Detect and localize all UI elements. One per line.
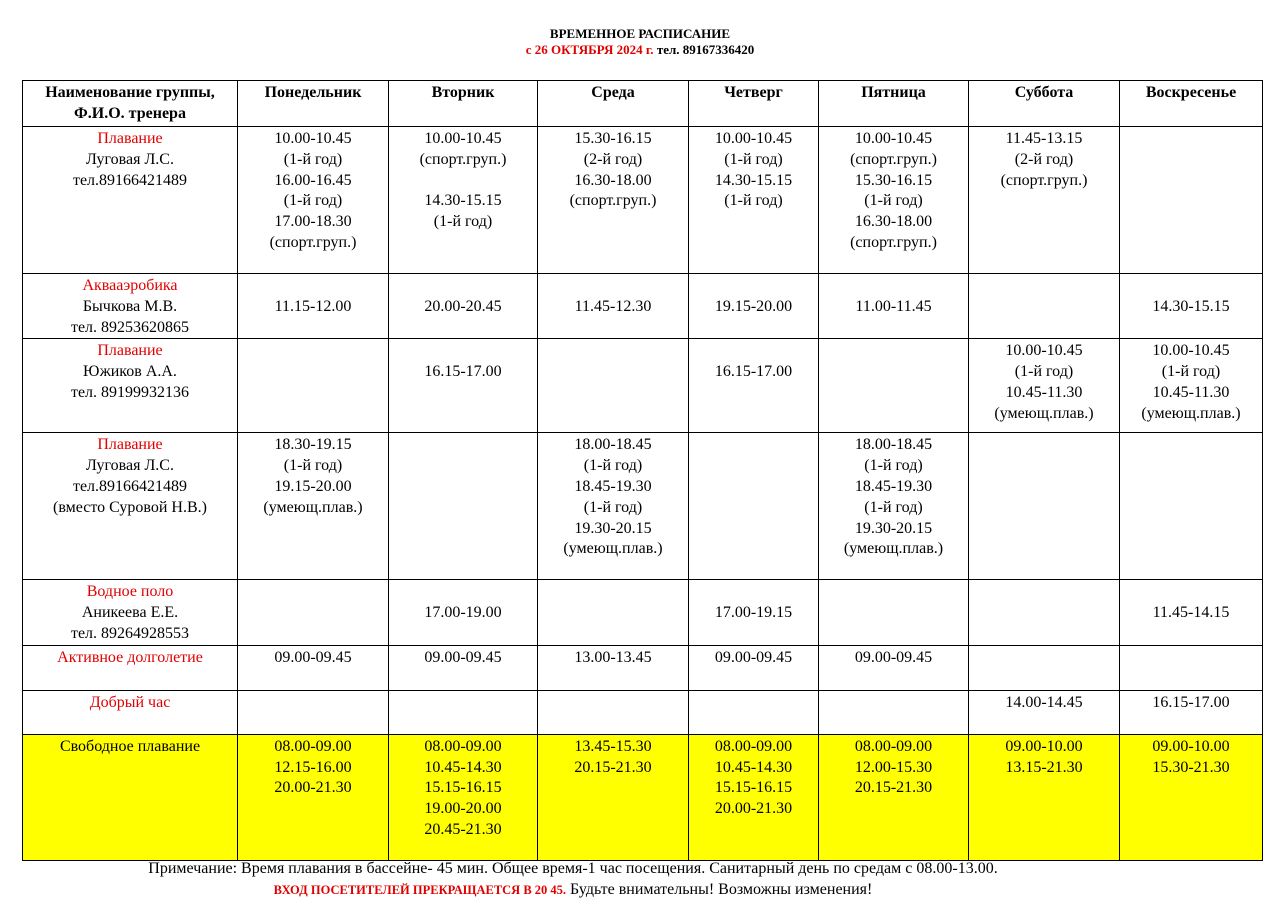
trainer-info: тел. 89253620865 — [70, 318, 190, 336]
time-slot: 18.00-18.45 — [574, 436, 652, 454]
time-slot: 12.15-16.00 — [274, 758, 352, 776]
time-slot: 16.15-17.00 — [424, 363, 502, 381]
schedule-cell-monday — [238, 690, 389, 734]
schedule-cell-monday — [238, 645, 389, 690]
time-slot: (умеющ.плав.) — [843, 540, 944, 558]
time-slot: (спорт.груп.) — [850, 150, 937, 168]
time-slot: 14.30-15.15 — [714, 171, 793, 189]
time-slot: 20.00-21.30 — [714, 800, 793, 818]
header-label: Пятница — [861, 84, 926, 101]
header-label: Вторник — [431, 84, 495, 101]
schedule-cell-friday — [819, 274, 969, 339]
schedule-cell-wednesday — [538, 645, 689, 690]
schedule-cell-monday — [238, 339, 389, 433]
schedule-cell-sunday — [1120, 127, 1263, 274]
time-slot: 11.45-13.15 — [1005, 130, 1083, 147]
header-label: Суббота — [1014, 84, 1074, 101]
footnote-warning-line — [0, 880, 1146, 900]
time-slot: (1-й год) — [1014, 363, 1074, 381]
schedule-cell-sunday — [1120, 690, 1263, 734]
group-cell — [23, 127, 238, 274]
schedule-cell-monday — [238, 127, 389, 274]
time-slot: 16.00-16.45 — [274, 171, 352, 189]
time-slot: (2-й год) — [1014, 150, 1074, 168]
time-slot: (1-й год) — [724, 192, 783, 210]
time-slot: 15.30-16.15 — [854, 171, 933, 189]
schedule-cell-thursday — [689, 734, 819, 860]
header-col-thursday — [689, 81, 819, 127]
header-col-tuesday — [389, 81, 538, 127]
group-cell — [23, 734, 238, 860]
time-slot: 08.00-09.00 — [274, 737, 352, 755]
time-slot: 10.00-10.45 — [274, 130, 352, 147]
time-slot: 15.15-16.15 — [424, 779, 502, 797]
schedule-cell-tuesday — [389, 274, 538, 339]
trainer-info: тел. 89199932136 — [70, 383, 190, 401]
group-name: Плавание — [97, 342, 163, 360]
time-slot: 09.00-09.45 — [274, 648, 352, 666]
time-slot: 18.00-18.45 — [854, 436, 933, 454]
time-slot: (1-й год) — [864, 457, 923, 475]
schedule-cell-monday — [238, 433, 389, 580]
schedule-cell-saturday — [969, 433, 1120, 580]
time-slot: (1-й год) — [864, 498, 923, 516]
schedule-cell-saturday — [969, 339, 1120, 433]
time-slot: 19.30-20.15 — [574, 519, 652, 537]
table-row — [23, 433, 1263, 580]
time-slot: 10.00-10.45 — [1152, 342, 1230, 360]
schedule-cell-thursday — [689, 433, 819, 580]
schedule-cell-wednesday — [538, 580, 689, 645]
schedule-cell-wednesday — [538, 127, 689, 274]
trainer-info: Южиков А.А. — [83, 363, 177, 381]
header-label: Наименование группы, — [45, 84, 215, 101]
schedule-cell-tuesday — [389, 339, 538, 433]
schedule-cell-saturday — [969, 580, 1120, 645]
schedule-cell-friday — [819, 690, 969, 734]
header-col-friday — [819, 81, 969, 127]
schedule-cell-friday — [819, 433, 969, 580]
time-slot: (1-й год) — [864, 192, 923, 210]
header-label: Ф.И.О. тренера — [74, 104, 186, 122]
schedule-cell-sunday — [1120, 339, 1263, 433]
time-slot: 14.30-15.15 — [424, 192, 502, 210]
schedule-cell-sunday — [1120, 433, 1263, 580]
time-slot: 11.00-11.45 — [855, 297, 932, 315]
group-cell — [23, 274, 238, 339]
time-slot: 13.15-21.30 — [1005, 758, 1083, 776]
time-slot — [391, 341, 535, 362]
time-slot: 10.00-10.45 — [1005, 342, 1083, 360]
time-slot: 13.45-15.30 — [574, 737, 652, 755]
schedule-cell-thursday — [689, 690, 819, 734]
time-slot: 18.45-19.30 — [854, 477, 933, 495]
time-slot: 14.00-14.45 — [1005, 693, 1083, 711]
time-slot: 16.15-17.00 — [714, 363, 793, 381]
time-slot: 11.45-12.30 — [574, 297, 652, 315]
schedule-cell-saturday — [969, 645, 1120, 690]
time-slot: 08.00-09.00 — [714, 737, 793, 755]
time-slot: 11.45-14.15 — [1152, 604, 1230, 622]
schedule-cell-thursday — [689, 127, 819, 274]
time-slot — [391, 171, 535, 192]
time-slot: 18.45-19.30 — [574, 477, 652, 495]
schedule-cell-thursday — [689, 645, 819, 690]
table-row — [23, 580, 1263, 645]
time-slot: 15.15-16.15 — [714, 779, 793, 797]
time-slot — [691, 341, 816, 362]
time-slot: 16.15-17.00 — [1152, 693, 1230, 711]
schedule-cell-tuesday — [389, 734, 538, 860]
time-slot: 19.00-20.00 — [424, 800, 502, 818]
time-slot: 09.00-09.45 — [714, 648, 793, 666]
trainer-info: Луговая Л.С. — [86, 457, 174, 475]
time-slot: 10.00-10.45 — [424, 130, 502, 147]
time-slot: 10.00-10.45 — [714, 130, 793, 147]
group-name: Активное долголетие — [57, 648, 203, 666]
time-slot: 20.45-21.30 — [424, 820, 502, 838]
time-slot: 20.15-21.30 — [854, 779, 933, 797]
table-row — [23, 645, 1263, 690]
group-name: Водное поло — [86, 583, 174, 601]
time-slot: (1-й год) — [283, 150, 343, 168]
group-cell — [23, 690, 238, 734]
time-slot: 16.30-18.00 — [854, 213, 933, 231]
time-slot: 20.15-21.30 — [574, 758, 652, 776]
subtitle-phone: тел. 89167336420 — [653, 42, 755, 57]
schedule-cell-saturday — [969, 690, 1120, 734]
time-slot: 19.15-20.00 — [714, 297, 793, 315]
subtitle-date: с 26 ОКТЯБРЯ 2024 г. — [525, 42, 654, 57]
time-slot: 10.45-11.30 — [1152, 383, 1230, 401]
time-slot: (1-й год) — [583, 457, 643, 475]
header-col-saturday — [969, 81, 1120, 127]
header-label: Понедельник — [264, 84, 362, 101]
schedule-cell-monday — [238, 580, 389, 645]
page-subtitle — [0, 42, 1280, 58]
table-row — [23, 690, 1263, 734]
time-slot: 09.00-10.00 — [1152, 737, 1230, 755]
schedule-cell-wednesday — [538, 433, 689, 580]
time-slot: (1-й год) — [283, 457, 343, 475]
time-slot: 17.00-18.30 — [274, 213, 352, 231]
time-slot: 20.00-20.45 — [424, 297, 502, 315]
group-cell — [23, 645, 238, 690]
time-slot: (умеющ.плав.) — [1141, 404, 1241, 422]
group-name: Аквааэробика — [82, 277, 178, 294]
header-col-monday — [238, 81, 389, 127]
table-body — [23, 127, 1263, 861]
entry-stop-warning: ВХОД ПОСЕТИТЕЛЕЙ ПРЕКРАЩАЕТСЯ В 20 45. — [273, 883, 567, 897]
time-slot: (1-й год) — [724, 150, 783, 168]
table-row — [23, 274, 1263, 339]
time-slot: 09.00-10.00 — [1005, 737, 1083, 755]
time-slot: 10.45-14.30 — [714, 758, 793, 776]
header-label: Среда — [591, 84, 635, 101]
schedule-cell-friday — [819, 127, 969, 274]
schedule-cell-friday — [819, 339, 969, 433]
schedule-cell-sunday — [1120, 580, 1263, 645]
schedule-cell-wednesday — [538, 274, 689, 339]
schedule-cell-tuesday — [389, 690, 538, 734]
schedule-cell-sunday — [1120, 645, 1263, 690]
schedule-cell-wednesday — [538, 734, 689, 860]
time-slot: 17.00-19.00 — [424, 604, 502, 622]
time-slot: 13.00-13.45 — [574, 648, 652, 666]
time-slot: 18.30-19.15 — [274, 436, 352, 454]
schedule-cell-sunday — [1120, 734, 1263, 860]
time-slot: 09.00-09.45 — [424, 648, 502, 666]
group-name: Добрый час — [89, 693, 171, 711]
table-row — [23, 127, 1263, 274]
trainer-info: Свободное плавание — [59, 737, 201, 755]
schedule-cell-saturday — [969, 127, 1120, 274]
time-slot: 20.00-21.30 — [274, 779, 352, 797]
schedule-cell-tuesday — [389, 433, 538, 580]
time-slot: (спорт.груп.) — [1000, 171, 1088, 189]
time-slot: 17.00-19.15 — [714, 604, 793, 622]
time-slot: (спорт.груп.) — [419, 150, 507, 168]
time-slot: (спорт.груп.) — [569, 192, 657, 210]
header-label: Четверг — [724, 84, 783, 101]
schedule-cell-friday — [819, 580, 969, 645]
time-slot: (спорт.груп.) — [850, 233, 937, 251]
time-slot: (спорт.груп.) — [269, 233, 357, 251]
table-row — [23, 734, 1263, 860]
time-slot: (умеющ.плав.) — [263, 498, 363, 516]
schedule-cell-monday — [238, 274, 389, 339]
trainer-info: тел. 89264928553 — [70, 624, 190, 642]
time-slot: (1-й год) — [583, 498, 643, 516]
schedule-cell-friday — [819, 734, 969, 860]
schedule-cell-thursday — [689, 339, 819, 433]
schedule-cell-monday — [238, 734, 389, 860]
time-slot: (1-й год) — [433, 213, 493, 231]
schedule-title-block — [0, 26, 1280, 58]
trainer-info: Аникеева Е.Е. — [81, 604, 179, 622]
time-slot: (умеющ.плав.) — [994, 404, 1094, 422]
table-header-row — [23, 81, 1263, 127]
time-slot: 10.45-11.30 — [1005, 383, 1083, 401]
schedule-cell-saturday — [969, 734, 1120, 860]
time-slot: 15.30-16.15 — [574, 130, 652, 147]
trainer-info: Луговая Л.С. — [86, 150, 174, 168]
footnote-caution: Будьте внимательны! Возможны изменения! — [566, 881, 873, 898]
time-slot: 19.30-20.15 — [854, 519, 933, 537]
group-name: Плавание — [97, 436, 163, 454]
group-cell — [23, 580, 238, 645]
time-slot: 12.00-15.30 — [854, 758, 933, 776]
trainer-info: Бычкова М.В. — [82, 297, 178, 315]
footnote: Примечание: Время плавания в бассейне- 45 мин. Общее время-1 час посещения. Санитарный день по средам с 08.00-13.00. — [148, 860, 998, 877]
time-slot: 08.00-09.00 — [424, 737, 502, 755]
time-slot: 19.15-20.00 — [274, 477, 352, 495]
trainer-info: тел.89166421489 — [72, 171, 188, 189]
group-cell — [23, 339, 238, 433]
time-slot: 08.00-09.00 — [854, 737, 933, 755]
group-cell — [23, 433, 238, 580]
schedule-table — [22, 80, 1263, 861]
schedule-cell-tuesday — [389, 645, 538, 690]
time-slot: 15.30-21.30 — [1152, 758, 1230, 776]
schedule-cell-friday — [819, 645, 969, 690]
header-label: Воскресенье — [1145, 84, 1237, 101]
time-slot: (2-й год) — [583, 150, 643, 168]
header-col-group — [23, 81, 238, 127]
header-col-wednesday — [538, 81, 689, 127]
time-slot: 14.30-15.15 — [1152, 297, 1230, 315]
time-slot: 10.45-14.30 — [424, 758, 502, 776]
page-title: ВРЕМЕННОЕ РАСПИСАНИЕ — [549, 26, 731, 41]
schedule-cell-saturday — [969, 274, 1120, 339]
time-slot: 16.30-18.00 — [574, 171, 652, 189]
schedule-cell-tuesday — [389, 580, 538, 645]
schedule-cell-tuesday — [389, 127, 538, 274]
schedule-cell-wednesday — [538, 339, 689, 433]
table-row — [23, 339, 1263, 433]
trainer-info: (вместо Суровой Н.В.) — [53, 498, 207, 516]
time-slot: (1-й год) — [1161, 363, 1221, 381]
time-slot: 10.00-10.45 — [854, 130, 933, 147]
group-name: Плавание — [97, 130, 163, 147]
header-col-sunday — [1120, 81, 1263, 127]
schedule-cell-wednesday — [538, 690, 689, 734]
time-slot: 09.00-09.45 — [854, 648, 933, 666]
time-slot: 11.15-12.00 — [274, 297, 352, 315]
schedule-cell-sunday — [1120, 274, 1263, 339]
time-slot: (умеющ.плав.) — [563, 540, 663, 558]
time-slot: (1-й год) — [283, 192, 343, 210]
trainer-info: тел.89166421489 — [72, 477, 188, 495]
schedule-cell-thursday — [689, 274, 819, 339]
schedule-cell-thursday — [689, 580, 819, 645]
